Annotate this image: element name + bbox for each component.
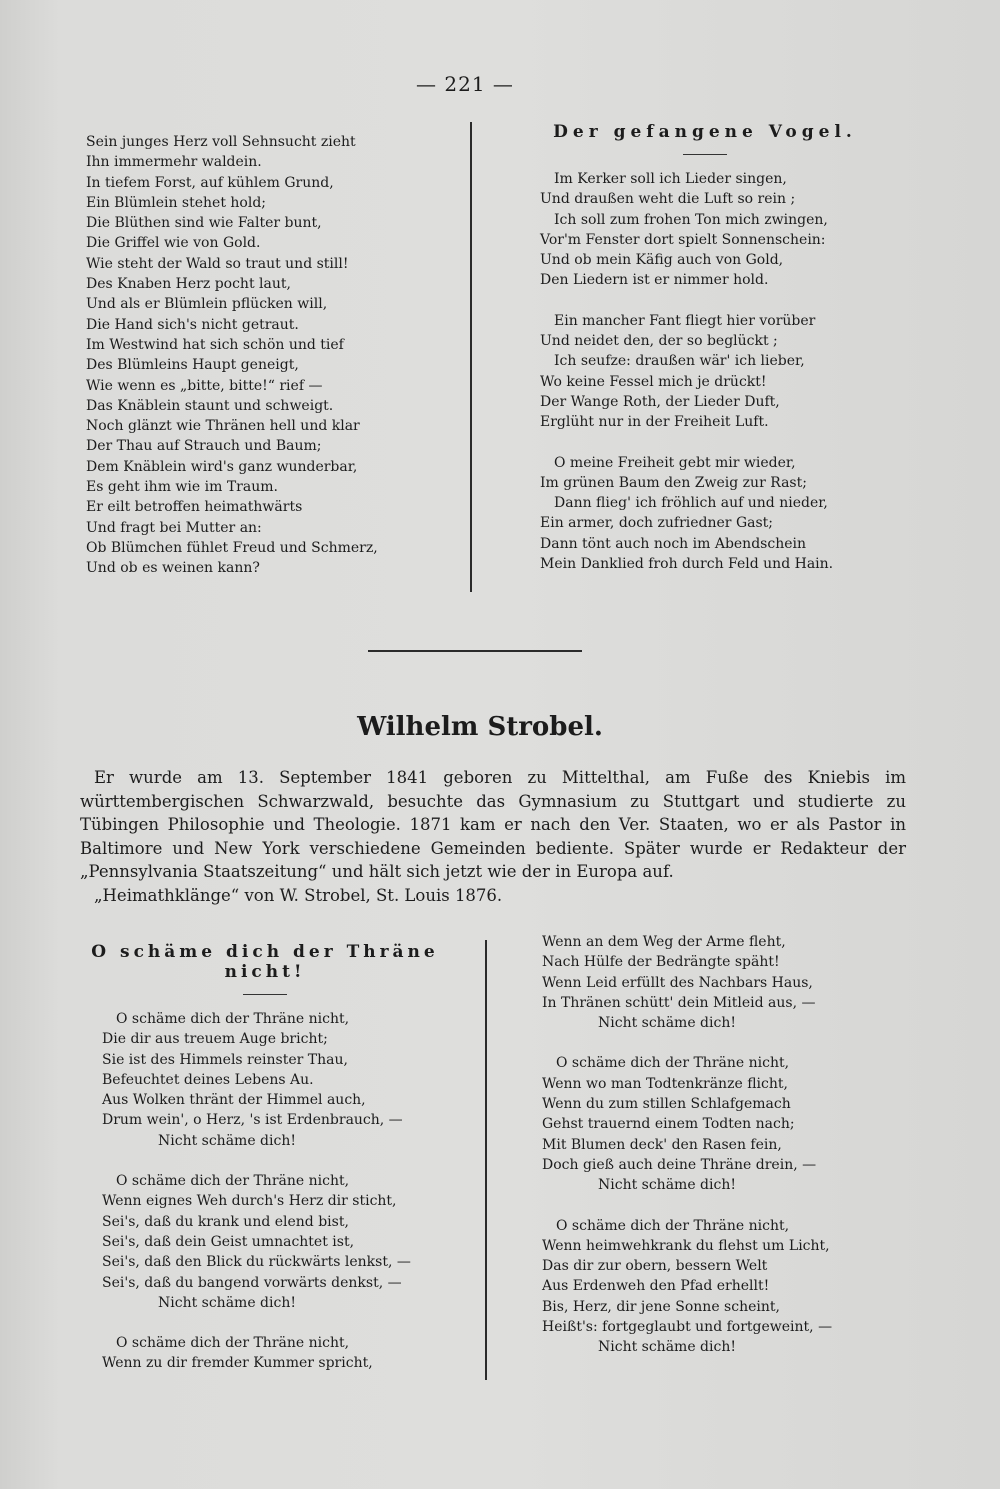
poem-line: Dann flieg' ich fröhlich auf und nieder, [554,495,828,512]
poem-line: Ich soll zum frohen Ton mich zwingen, [554,211,828,228]
title-rule [683,154,727,155]
poem-line: Des Blümleins Haupt geneigt, [86,357,299,374]
column-divider [470,122,472,592]
poem-stanza [102,1171,460,1313]
poem-line: Ein Blümlein stehet hold; [86,194,267,211]
poem-line: Wie wenn es „bitte, bitte!“ rief — [86,377,323,394]
poem-line: Gehst trauernd einem Todten nach; [542,1116,795,1133]
poem-line: Wenn zu dir fremder Kummer spricht, [102,1355,373,1372]
poem-line: Wenn eignes Weh durch's Herz dir sticht, [102,1193,397,1210]
poem-line: Erglüht nur in der Freiheit Luft. [540,414,769,431]
poem-stanza [542,1216,882,1358]
poem-stanza [102,1009,460,1151]
poem-line: Der Wange Roth, der Lieder Duft, [540,393,780,410]
poem-stanza [542,1053,882,1195]
poem-line: Ich seufze: draußen wär' ich lieber, [554,353,805,370]
poem-line: Die dir aus treuem Auge bricht; [102,1031,328,1048]
poem-title: O schäme dich der Thräne nicht! [91,942,439,982]
poem-line: Das Knäblein staunt und schweigt. [86,397,334,414]
poem-line: Und fragt bei Mutter an: [86,519,262,536]
poem-line: Sei's, daß du krank und elend bist, [102,1213,349,1230]
poem-refrain: Nicht schäme dich! [158,1132,296,1149]
biography-text: Er wurde am 13. September 1841 geboren zu Mittelthal, am Fuße des Kniebis im württembergischen Schwarzwald, besuchte das Gymnasium zu Stuttgart und studierte zu Tübingen Philosophie und Theologie. 1871 kam er nach den Ver. Staaten, wo er als Pastor in Baltimore und New York verschiedene Gemeinden bediente. Später wurde er Redakteur der „Pennsylvania Staatszeitung“ und hält sich jetzt wie der in Europa auf. [80,768,906,881]
poem-line: Doch gieß auch deine Thräne drein, — [542,1156,817,1173]
poem-line: Im grünen Baum den Zweig zur Rast; [540,474,807,491]
poem-line: Die Blüthen sind wie Falter bunt, [86,215,322,232]
poem-line: Aus Wolken thränt der Himmel auch, [102,1092,366,1109]
poem-line: Aus Erdenweh den Pfad erhellt! [542,1278,770,1295]
poem-line: Ein mancher Fant fliegt hier vorüber [554,312,816,329]
poem-top-right [540,122,870,574]
poem-line: Das dir zur obern, bessern Welt [542,1258,768,1275]
poem-bottom-right [542,932,882,1358]
poem-line: O schäme dich der Thräne nicht, [116,1011,350,1027]
poem-refrain: Nicht schäme dich! [598,1177,736,1194]
poem-line: Den Liedern ist er nimmer hold. [540,272,769,289]
poem-line: Und als er Blümlein pflücken will, [86,296,328,313]
poem-line: Nach Hülfe der Bedrängte späht! [542,954,780,971]
poem-line: Die Hand sich's nicht getraut. [86,316,299,333]
author-biography [80,766,906,907]
poem-line: Ihn immermehr waldein. [86,154,262,171]
poem-title: Der gefangene Vogel. [553,122,857,142]
poem-line: Mit Blumen deck' den Rasen fein, [542,1136,782,1153]
poem-line: Die Griffel wie von Gold. [86,235,261,252]
page-number: — 221 — [416,72,514,96]
poem-line: O schäme dich der Thräne nicht, [556,1217,790,1234]
poem-line: Wo keine Fessel mich je drückt! [540,373,767,390]
poem-line: Mein Danklied froh durch Feld und Hain. [540,556,834,573]
poem-top-left-lines [86,132,378,579]
poem-bottom-left [70,942,460,1374]
poem-line: Es geht ihm wie im Traum. [86,479,278,496]
poem-stanza [540,453,870,575]
poem-line: O schäme dich der Thräne nicht, [556,1055,790,1072]
poem-line: Dem Knäblein wird's ganz wunderbar, [86,458,358,475]
poem-line: Befeuchtet deines Lebens Au. [102,1071,314,1088]
poem-line: Wenn an dem Weg der Arme fleht, [542,934,786,950]
poem-stanza [102,1333,460,1374]
poem-line: Dann tönt auch noch im Abendschein [540,535,806,552]
poem-stanza [540,169,870,291]
poem-stanza [540,311,870,433]
poem-line: Sie ist des Himmels reinster Thau, [102,1051,348,1068]
poem-refrain: Nicht schäme dich! [598,1339,736,1356]
poem-line: O schäme dich der Thräne nicht, [116,1335,350,1352]
poem-line: Wie steht der Wald so traut und still! [86,255,349,272]
poem-line: Im Westwind hat sich schön und tief [86,336,344,353]
poem-line: Und ob es weinen kann? [86,560,260,577]
author-heading: Wilhelm Strobel. [357,712,603,742]
source-citation: „Heimathklänge“ von W. Strobel, St. Louis 1876. [94,885,503,905]
section-divider [368,650,582,652]
poem-line: Bis, Herz, dir jene Sonne scheint, [542,1298,780,1315]
poem-line: Sei's, daß dein Geist umnachtet ist, [102,1233,355,1250]
poem-line: Er eilt betroffen heimathwärts [86,499,303,516]
poem-line: Und ob mein Käfig auch von Gold, [540,252,784,269]
poem-line: Wenn wo man Todtenkränze flicht, [542,1075,788,1092]
poem-line: Noch glänzt wie Thränen hell und klar [86,418,360,435]
poem-line: Vor'm Fenster dort spielt Sonnenschein: [540,231,826,248]
poem-line: Des Knaben Herz pocht laut, [86,276,291,293]
poem-line: Wenn heimwehkrank du flehst um Licht, [542,1237,830,1254]
poem-line: Und neidet den, der so beglückt ; [540,333,778,350]
poem-refrain: Nicht schäme dich! [598,1015,736,1032]
poem-top-left [86,132,378,579]
poem-line: Im Kerker soll ich Lieder singen, [554,171,787,187]
poem-line: Der Thau auf Strauch und Baum; [86,438,322,455]
poem-line: Drum wein', o Herz, 's ist Erdenbrauch, — [102,1112,403,1129]
poem-refrain: Nicht schäme dich! [158,1294,296,1311]
poem-line: O meine Freiheit gebt mir wieder, [554,454,796,471]
poem-line: Ob Blümchen fühlet Freud und Schmerz, [86,539,378,556]
column-divider [485,940,487,1380]
poem-line: Sein junges Herz voll Sehnsucht zieht [86,134,356,150]
poem-line: In Thränen schütt' dein Mitleid aus, — [542,994,816,1011]
poem-line: Wenn Leid erfüllt des Nachbars Haus, [542,974,813,991]
poem-line: Ein armer, doch zufriedner Gast; [540,515,774,532]
poem-line: Sei's, daß du bangend vorwärts denkst, — [102,1274,402,1291]
poem-line: Und draußen weht die Luft so rein ; [540,191,796,208]
poem-line: O schäme dich der Thräne nicht, [116,1173,350,1190]
title-rule [243,994,287,995]
poem-line: Heißt's: fortgeglaubt und fortgeweint, — [542,1319,833,1336]
poem-line: Sei's, daß den Blick du rückwärts lenkst, — [102,1254,411,1271]
poem-stanza [542,932,882,1033]
poem-line: In tiefem Forst, auf kühlem Grund, [86,174,334,191]
poem-line: Wenn du zum stillen Schlafgemach [542,1096,791,1113]
